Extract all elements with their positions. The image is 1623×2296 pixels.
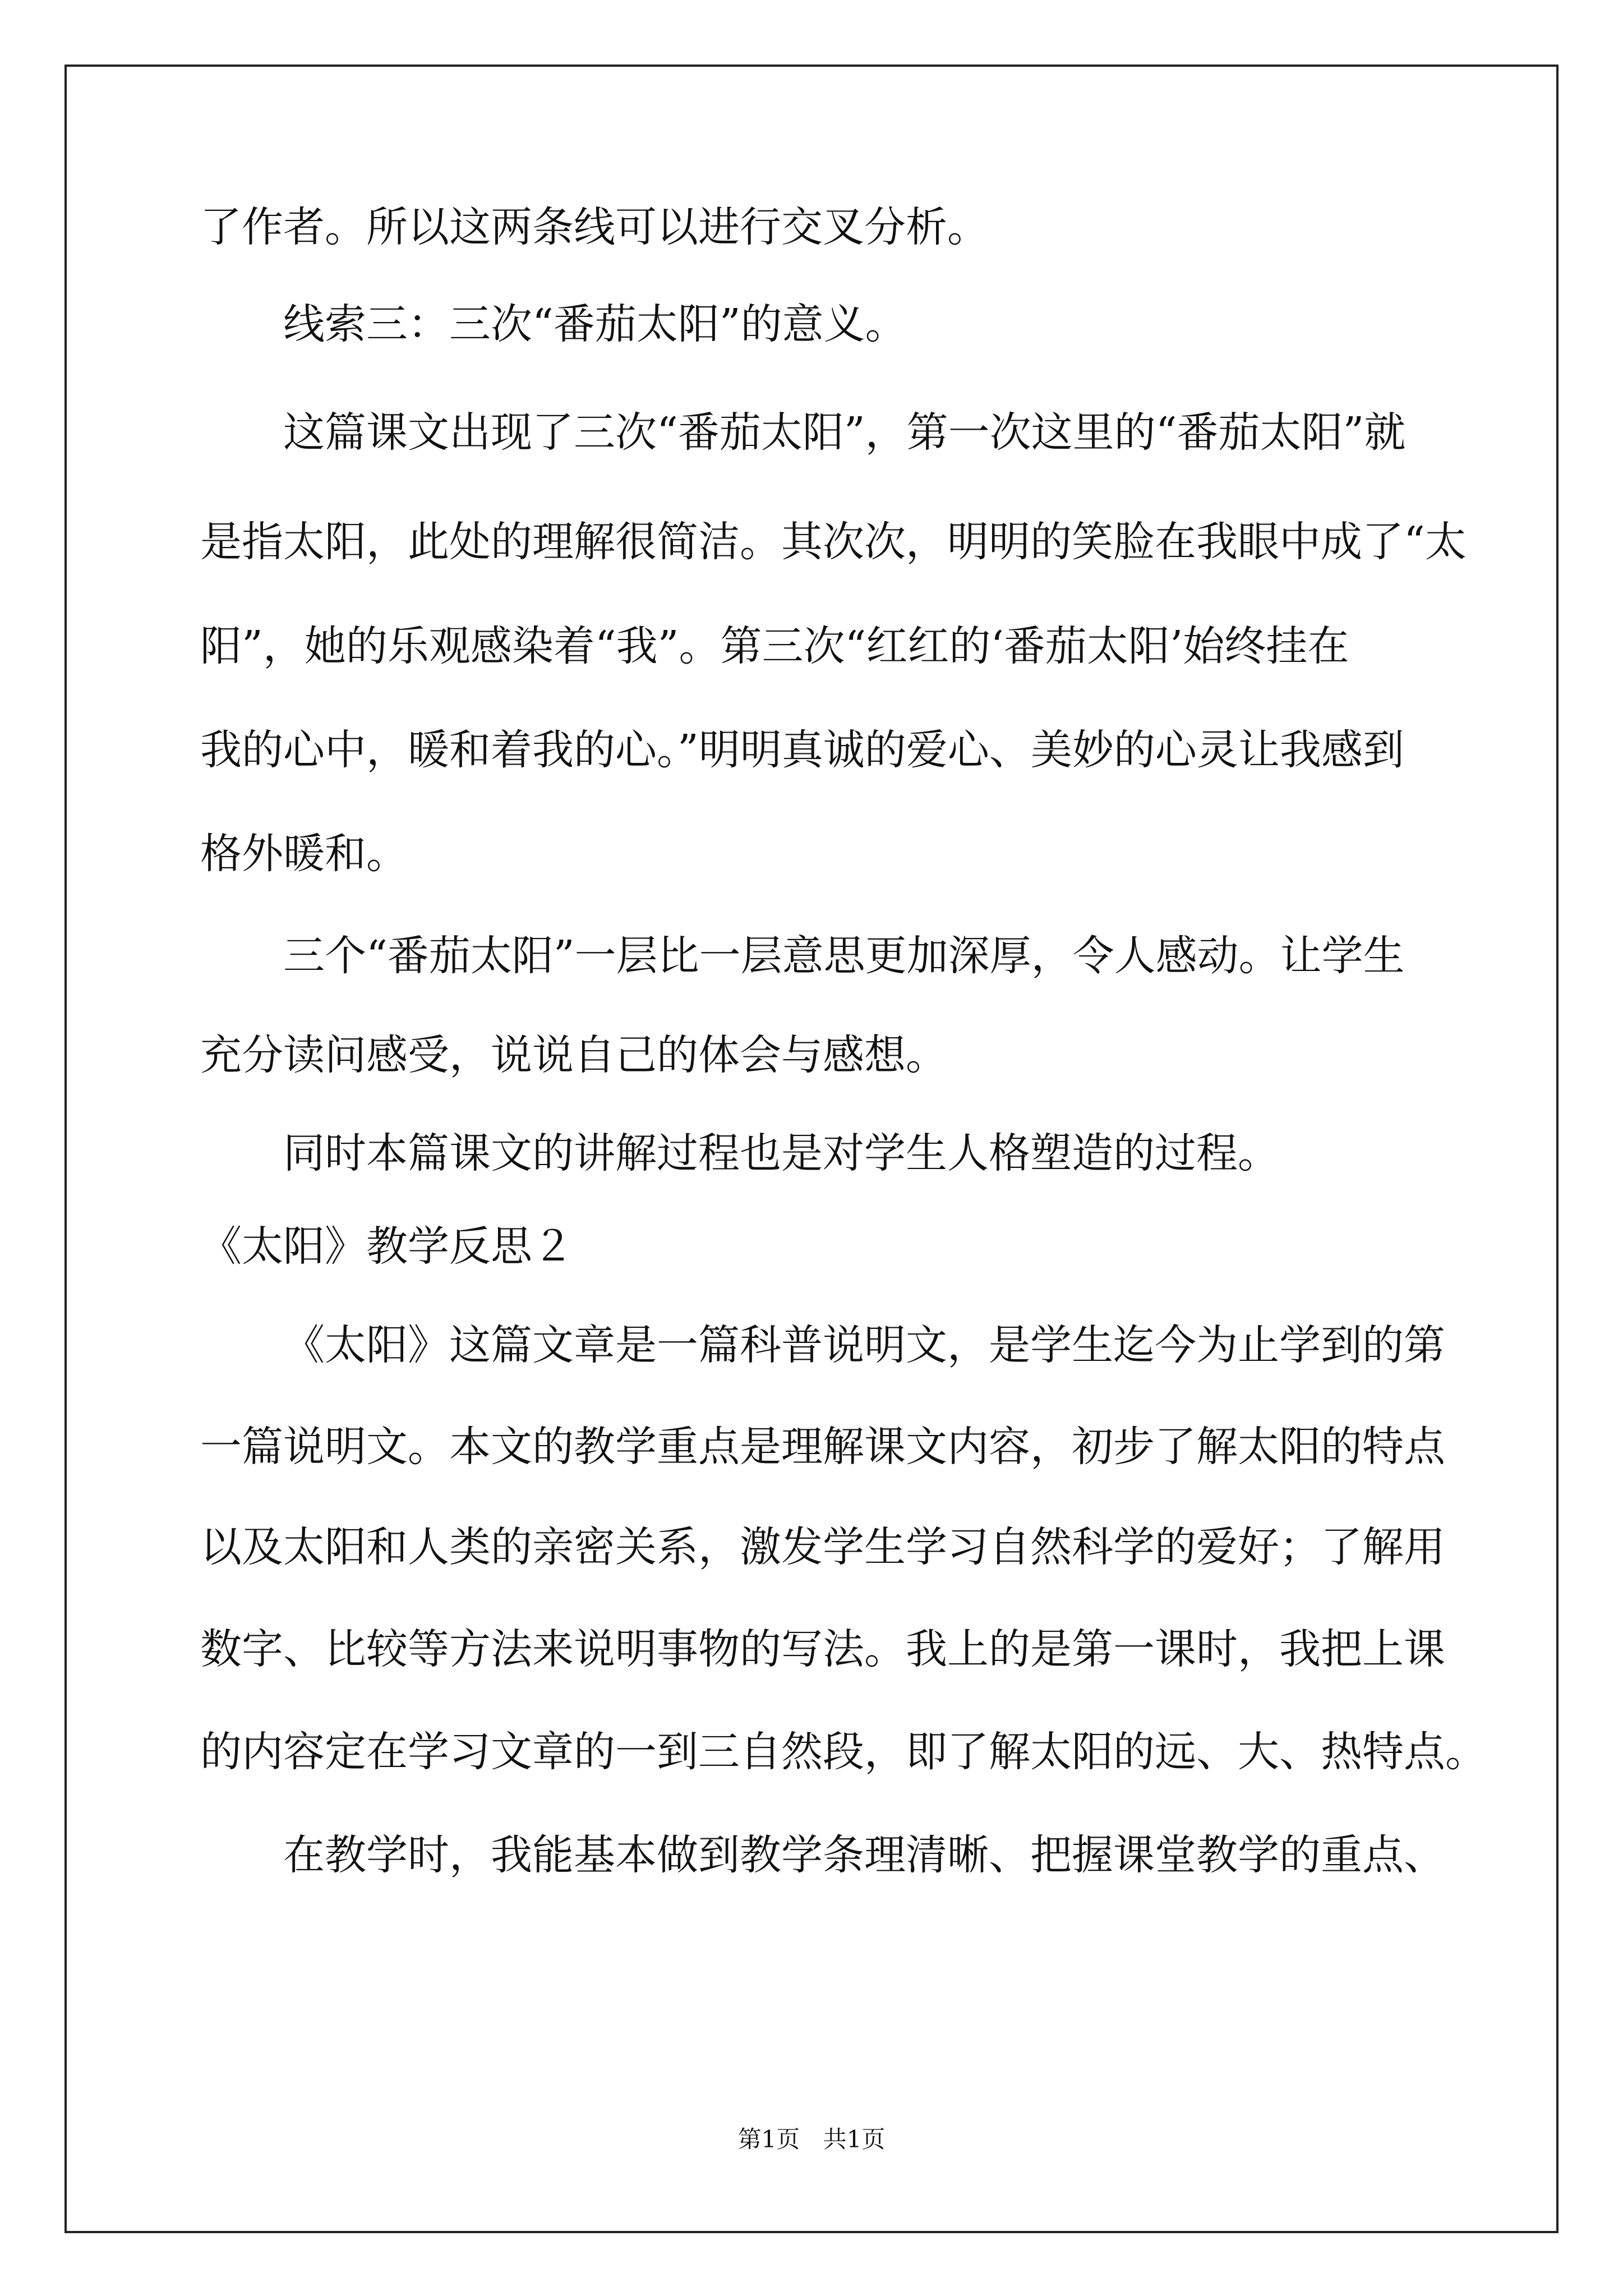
text-line: 充分读问感受，说说自己的体会与感想。 <box>200 1031 947 1079</box>
text-line: 这篇课文出现了三次“番茄太阳”，第一次这里的“番茄太阳”就 <box>283 408 1406 457</box>
text-line: 一篇说明文。本文的教学重点是理解课文内容，初步了解太阳的特点 <box>200 1423 1445 1471</box>
page-number: 第1页 <box>737 2125 800 2153</box>
text-line: 线索三：三次“番茄太阳”的意义。 <box>283 300 907 348</box>
text-line: 以及太阳和人类的亲密关系，激发学生学习自然科学的爱好；了解用 <box>200 1523 1445 1571</box>
page-total: 共1页 <box>823 2125 886 2153</box>
text-line: 的内容定在学习文章的一到三自然段，即了解太阳的远、大、热特点。 <box>200 1728 1487 1776</box>
text-line: 我的心中，暖和着我的心。”明明真诚的爱心、美妙的心灵让我感到 <box>200 726 1404 774</box>
section-heading: 《太阳》教学反思２ <box>200 1222 574 1271</box>
text-line: 在教学时，我能基本做到教学条理清晰、把握课堂教学的重点、 <box>283 1831 1445 1879</box>
text-line: 同时本篇课文的讲解过程也是对学生人格塑造的过程。 <box>283 1129 1279 1177</box>
text-line: 阳”，她的乐观感染着“我”。第三次“红红的‘番茄太阳’始终挂在 <box>200 622 1349 670</box>
text-line: 了作者。所以这两条线可以进行交叉分析。 <box>200 203 989 251</box>
text-line: 是指太阳，此处的理解很简洁。其次次，明明的笑脸在我眼中成了“太 <box>200 518 1467 566</box>
text-line: 三个“番茄太阳”一层比一层意思更加深厚，令人感动。让学生 <box>283 932 1405 980</box>
text-line: 《太阳》这篇文章是一篇科普说明文，是学生迄今为止学到的第 <box>283 1321 1445 1369</box>
text-line: 数字、比较等方法来说明事物的写法。我上的是第一课时，我把上课 <box>200 1625 1445 1673</box>
text-line: 格外暖和。 <box>200 830 408 878</box>
page-footer <box>0 2123 1623 2156</box>
